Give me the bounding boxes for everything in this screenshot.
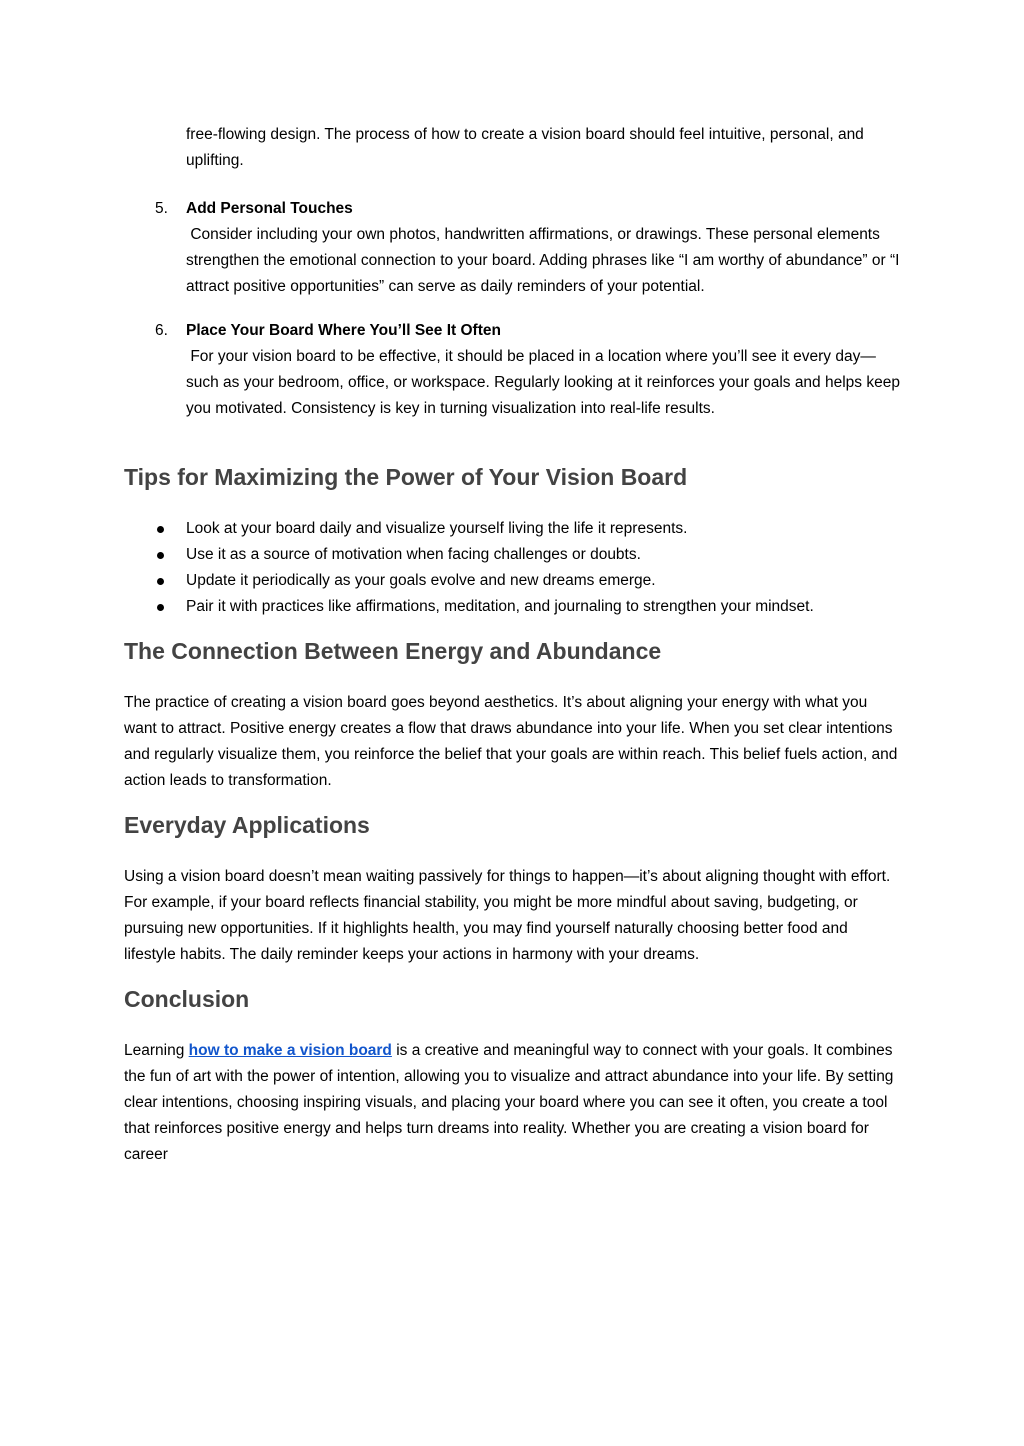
bullet-marker	[157, 578, 164, 585]
bullet-text: Update it periodically as your goals evolve and new dreams emerge.	[186, 572, 656, 589]
section-heading-conclusion: Conclusion	[124, 986, 250, 1012]
list-number: 6.	[155, 322, 168, 339]
bullet-text: Look at your board daily and visualize yourself living the life it represents.	[186, 520, 688, 537]
list-item-body: For your vision board to be effective, it should be placed in a location where you’ll see it every day—such as your bedroom, office, or workspace. Regularly looking at it reinforces your goals and helps keep you motivated. Consistency is key in turning visualization into real-life results.	[186, 348, 905, 417]
bullet-marker	[157, 552, 164, 559]
list-item-body: Consider including your own photos, handwritten affirmations, or drawings. These personal elements strengthen the emotional connection to your board. Adding phrases like “I am worthy of abundance” or “I attract positive opportunities” can serve as daily reminders of your potential.	[186, 226, 904, 295]
section-heading-applications: Everyday Applications	[124, 812, 370, 838]
how-to-make-a-vision-board-link[interactable]: how to make a vision board	[188, 1042, 392, 1059]
section-heading-tips: Tips for Maximizing the Power of Your Vision Board	[124, 464, 688, 490]
paragraph-energy: The practice of creating a vision board goes beyond aesthetics. It’s about aligning your energy with what you want to attract. Positive energy creates a flow that draws abundance into your life. When you set clear intentions and regularly visualize them, you reinforce the belief that your goals are within reach. This belief fuels action, and action leads to transformation.	[124, 694, 898, 789]
section-heading-energy: The Connection Between Energy and Abundance	[124, 638, 662, 664]
conclusion-text-after-link: is a creative and meaningful way to connect with your goals. It combines the fun of art with the power of intention, allowing you to visualize and attract abundance into your life. By setting clear intentions, choosing inspiring visuals, and placing your board where you can see it often, you create a tool that reinforces positive energy and helps turn dreams into reality. Whether you are creating a vision board for career	[124, 1042, 894, 1163]
conclusion-text-before-link: Learning	[124, 1042, 189, 1059]
bullet-marker	[157, 604, 164, 611]
paragraph-continuation: free-flowing design. The process of how to create a vision board should feel intuitive, personal, and uplifting.	[186, 126, 864, 169]
list-item	[124, 516, 900, 542]
document-content	[124, 122, 905, 1168]
bullet-text: Pair it with practices like affirmations, meditation, and journaling to strengthen your mindset.	[186, 598, 814, 615]
list-item	[124, 594, 900, 620]
tips-bullet-list	[124, 516, 900, 620]
list-item-title: Add Personal Touches	[186, 200, 353, 217]
numbered-item-6	[124, 318, 905, 422]
paragraph-conclusion	[124, 1038, 900, 1168]
bullet-marker	[157, 526, 164, 533]
list-item	[124, 568, 900, 594]
numbered-item-5	[124, 196, 904, 300]
list-item-title: Place Your Board Where You’ll See It Often	[186, 322, 501, 339]
bullet-text: Use it as a source of motivation when facing challenges or doubts.	[186, 546, 641, 563]
list-item	[124, 542, 900, 568]
paragraph-applications: Using a vision board doesn’t mean waiting passively for things to happen—it’s about aligning thought with effort. For example, if your board reflects financial stability, you might be more mindful about saving, budgeting, or pursuing new opportunities. If it highlights health, you may find yourself naturally choosing better food and lifestyle habits. The daily reminder keeps your actions in harmony with your dreams.	[124, 868, 891, 963]
list-number: 5.	[155, 200, 168, 217]
